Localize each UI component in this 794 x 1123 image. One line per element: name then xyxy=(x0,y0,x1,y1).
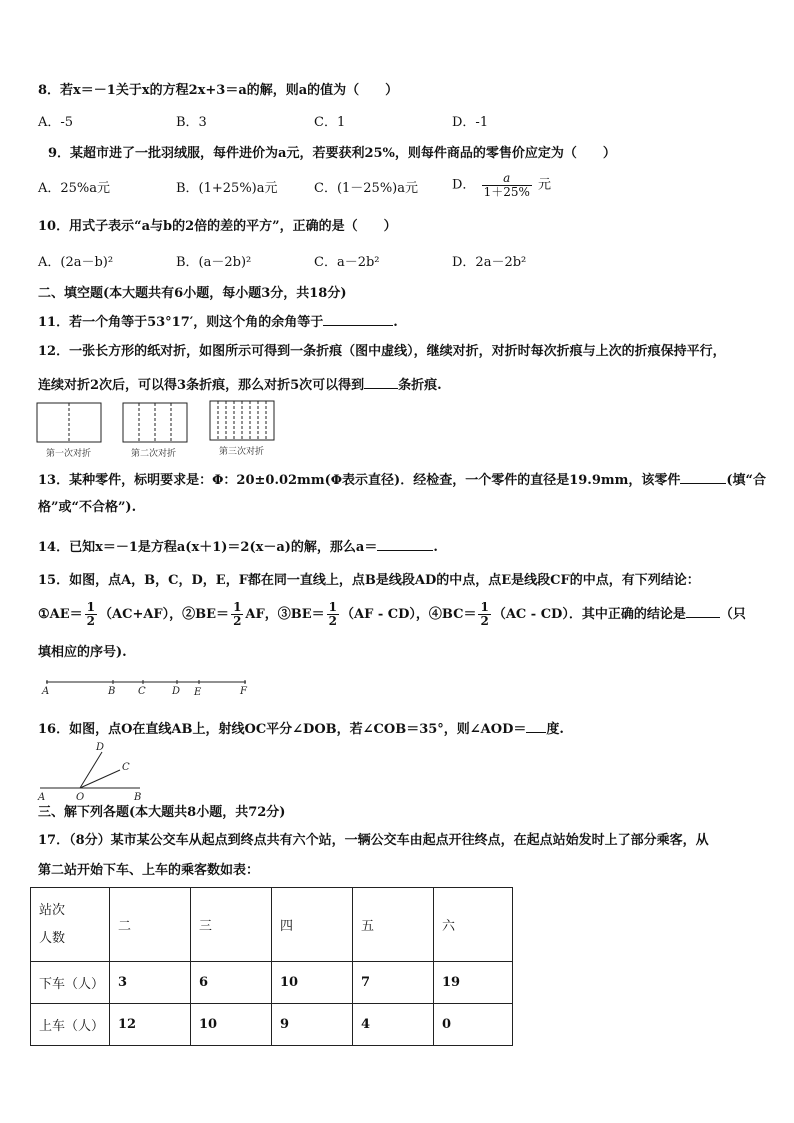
question-11: 11．若一个角等于53°17′，则这个角的余角等于 . xyxy=(38,311,398,332)
fold-2-figure xyxy=(123,403,187,442)
table-row xyxy=(31,1004,513,1046)
label-b: B xyxy=(134,792,142,802)
fold-caption-1: 第一次对折 xyxy=(46,449,92,459)
q10-option-a: A．(2a－b)² xyxy=(38,255,114,270)
question-17-line2: 第二站开始下车、上车的乘客数如表： xyxy=(38,863,260,878)
section-3-heading: 三、解下列各题(本大题共8小题，共72分) xyxy=(38,805,286,820)
table-cell: 19 xyxy=(434,962,513,1004)
folding-diagram xyxy=(36,400,286,462)
station-header: 三 xyxy=(191,888,272,962)
answer-blank[interactable] xyxy=(680,469,726,484)
q8-option-a: A．-5 xyxy=(38,115,74,130)
station-header: 二 xyxy=(110,888,191,962)
question-16: 16．如图，点O在直线AB上，射线OC平分∠DOB，若∠COB＝35°，则∠AOD＝ 度. xyxy=(38,718,564,739)
point-label-c: C xyxy=(138,686,146,697)
point-label-f: F xyxy=(240,686,247,697)
q8-option-b: B．3 xyxy=(176,115,207,130)
point-label-e: E xyxy=(194,687,202,698)
answer-blank[interactable] xyxy=(323,311,393,326)
station-header: 四 xyxy=(272,888,353,962)
question-10-stem: 10．用式子表示“a与b的2倍的差的平方”，正确的是（ ） xyxy=(38,219,397,234)
q8-option-d: D．-1 xyxy=(452,115,489,130)
passenger-table xyxy=(30,887,513,1046)
question-9-stem: 9．某超市进了一批羽绒服，每件进价为a元，若要获利25%，则每件商品的零售价应定为（ ） xyxy=(48,146,616,161)
point-label-d: D xyxy=(172,686,181,697)
table-cell: 10 xyxy=(191,1004,272,1046)
table-cell: 7 xyxy=(353,962,434,1004)
table-cell: 4 xyxy=(353,1004,434,1046)
answer-blank[interactable] xyxy=(526,718,546,733)
label-a: A xyxy=(38,792,46,802)
answer-blank[interactable] xyxy=(377,536,433,551)
table-cell: 6 xyxy=(191,962,272,1004)
label-o: O xyxy=(76,792,85,802)
row-label: 上车（人） xyxy=(31,1004,110,1046)
table-header-row xyxy=(31,888,513,962)
q9-option-d: D． $\frac{a}{1+25\%}$ 元 xyxy=(452,171,552,199)
q9-fraction: $\frac{a}{1+25\%}$ xyxy=(483,171,530,199)
question-8-stem: 8．若x＝－1关于x的方程2x+3＝a的解，则a的值为（ ） xyxy=(38,83,399,98)
section-2-heading: 二、填空题(本大题共有6小题，每小题3分，共18分) xyxy=(38,286,347,301)
q9-option-a: A．25%a元 xyxy=(38,181,111,196)
question-15-line3: 填相应的序号). xyxy=(38,645,127,660)
question-15-line2: ①AE＝ $\frac{1}{2}$ （AC+AF），②BE＝ $\frac{1}{2}$ AF，③BE＝ $\frac{1}{2}$ （AF - CD），④BC＝ $\frac{1}{2}$ （AC - CD）．其中正确的结论是 （只 xyxy=(38,600,746,628)
q9-option-b: B．(1+25%)a元 xyxy=(176,181,278,196)
point-label-b: B xyxy=(108,686,116,697)
points-on-line-figure xyxy=(36,674,256,698)
row-label: 下车（人） xyxy=(31,962,110,1004)
answer-blank[interactable] xyxy=(364,374,398,389)
q10-option-d: D．2a－2b² xyxy=(452,255,527,270)
station-header: 五 xyxy=(353,888,434,962)
station-header: 六 xyxy=(434,888,513,962)
question-12-line2: 连续对折2次后，可以得3条折痕，那么对折5次可以得到 条折痕. xyxy=(38,374,442,395)
question-17-line1: 17．（8分）某市某公交车从起点到终点共有六个站，一辆公交车由起点开往终点，在起点站始发时上了部分乘客，从 xyxy=(38,833,709,848)
fold-caption-2: 第二次对折 xyxy=(131,449,177,459)
table-corner-cell: 站次 人数 xyxy=(31,888,110,962)
answer-blank[interactable] xyxy=(686,603,720,618)
fold-caption-3: 第三次对折 xyxy=(219,447,265,457)
q8-option-c: C．1 xyxy=(314,115,346,130)
question-14: 14．已知x＝－1是方程a(x＋1)＝2(x－a)的解，那么a＝ . xyxy=(38,536,438,557)
table-cell: 3 xyxy=(110,962,191,1004)
table-cell: 0 xyxy=(434,1004,513,1046)
table-cell: 10 xyxy=(272,962,353,1004)
fold-3-figure xyxy=(210,401,274,440)
point-label-a: A xyxy=(42,686,50,697)
angle-figure xyxy=(36,740,146,802)
label-c: C xyxy=(122,762,130,773)
question-15-line1: 15．如图，点A，B，C，D，E，F都在同一直线上，点B是线段AD的中点，点E是线段CF的中点，有下列结论： xyxy=(38,573,700,588)
question-13-line1: 13．某种零件，标明要求是：Φ：20±0.02mm(Φ表示直径)．经检查，一个零件的直径是19.9mm，该零件 (填“合 xyxy=(38,469,766,490)
table-row xyxy=(31,962,513,1004)
question-13-line2: 格”或“不合格”). xyxy=(38,500,137,515)
q10-option-c: C．a－2b² xyxy=(314,255,380,270)
question-12-line1: 12．一张长方形的纸对折，如图所示可得到一条折痕（图中虚线），继续对折，对折时每次折痕与上次的折痕保持平行， xyxy=(38,344,726,359)
fold-1-figure xyxy=(37,403,101,442)
table-cell: 9 xyxy=(272,1004,353,1046)
label-d: D xyxy=(96,742,105,753)
q9-option-c: C．(1－25%)a元 xyxy=(314,181,419,196)
table-cell: 12 xyxy=(110,1004,191,1046)
q10-option-b: B．(a－2b)² xyxy=(176,255,252,270)
